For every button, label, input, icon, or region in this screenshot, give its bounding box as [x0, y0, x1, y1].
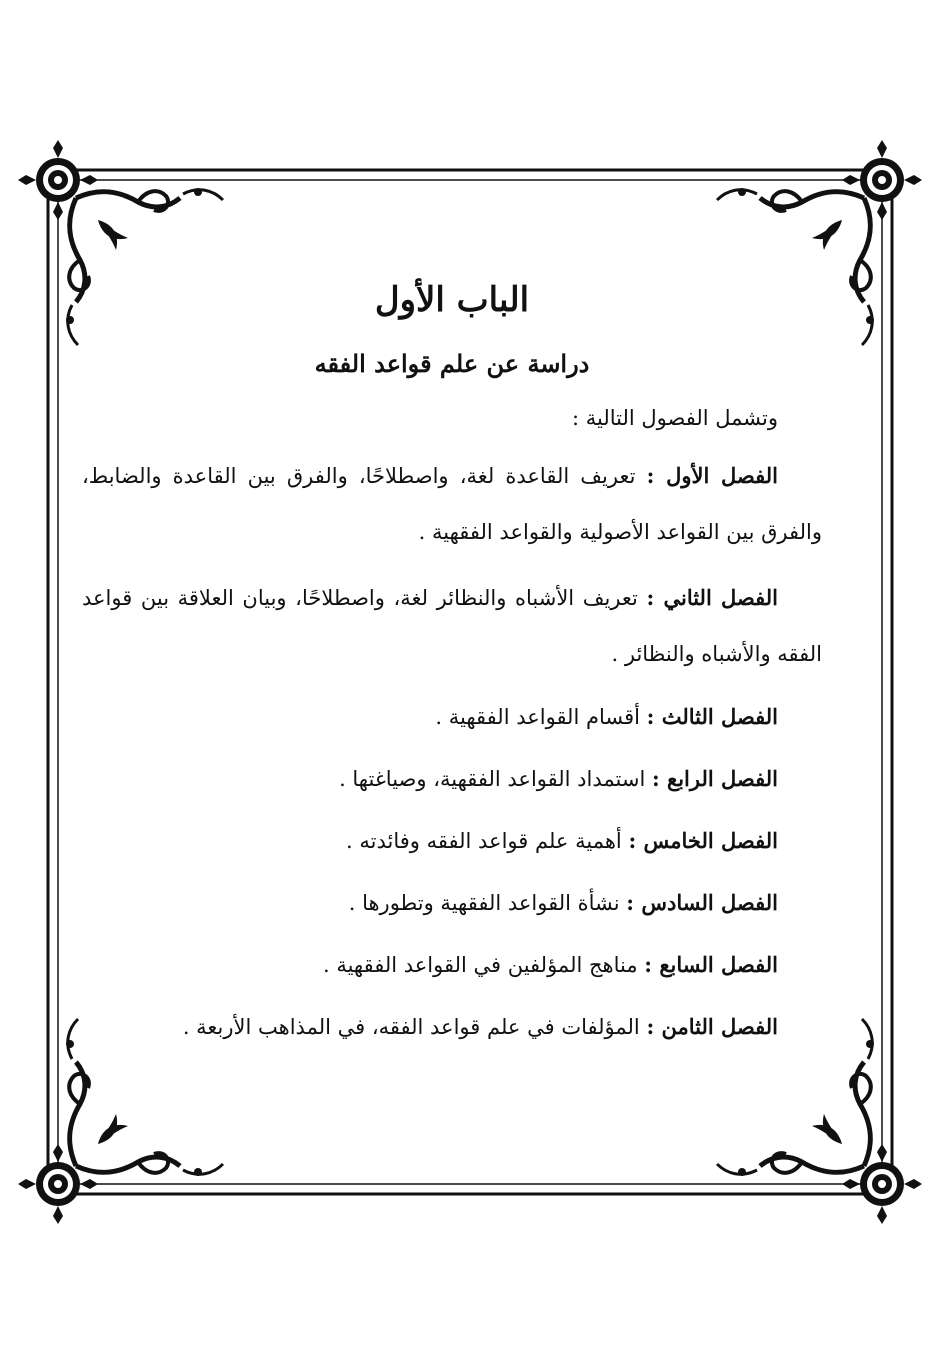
section-2-label: الفصل الثاني : [646, 585, 778, 610]
section-8 [82, 1000, 822, 1054]
section-5 [82, 814, 822, 868]
chapter-title: الباب الأول [374, 280, 530, 320]
section-1-text: تعريف القاعدة لغة، واصطلاحًا، والفرق بين القاعدة والضابط، والفرق بين القواعد الأصولية والقواعد الفقهية . [82, 464, 822, 544]
page-content [82, 270, 822, 1054]
section-3 [82, 690, 822, 744]
section-4 [82, 752, 822, 806]
section-2-text: تعريف الأشباه والنظائر لغة، واصطلاحًا، وبيان العلاقة بين قواعد الفقه والأشباه والنظائر . [82, 586, 822, 666]
section-1 [82, 448, 822, 560]
section-7-text: مناهج المؤلفين في القواعد الفقهية . [322, 953, 645, 977]
section-5-label: الفصل الخامس : [628, 828, 778, 853]
section-3-text: أقسام القواعد الفقهية . [435, 705, 647, 729]
intro-line: وتشمل الفصول التالية : [571, 406, 778, 430]
section-8-text: المؤلفات في علم قواعد الفقه، في المذاهب الأربعة . [182, 1015, 647, 1039]
section-4-label: الفصل الرابع : [651, 766, 778, 791]
section-2 [82, 570, 822, 682]
section-7 [82, 938, 822, 992]
section-4-text: استمداد القواعد الفقهية، وصياغتها . [339, 767, 652, 791]
chapter-subtitle: دراسة عن علم قواعد الفقه [314, 349, 590, 378]
section-6 [82, 876, 822, 930]
section-1-label: الفصل الأول : [646, 463, 778, 488]
section-7-label: الفصل السابع : [644, 952, 778, 977]
section-8-label: الفصل الثامن : [646, 1014, 778, 1039]
section-6-text: نشأة القواعد الفقهية وتطورها . [348, 891, 627, 915]
section-3-label: الفصل الثالث : [646, 704, 778, 729]
section-5-text: أهمية علم قواعد الفقه وفائدته . [346, 829, 629, 853]
section-6-label: الفصل السادس : [626, 890, 778, 915]
